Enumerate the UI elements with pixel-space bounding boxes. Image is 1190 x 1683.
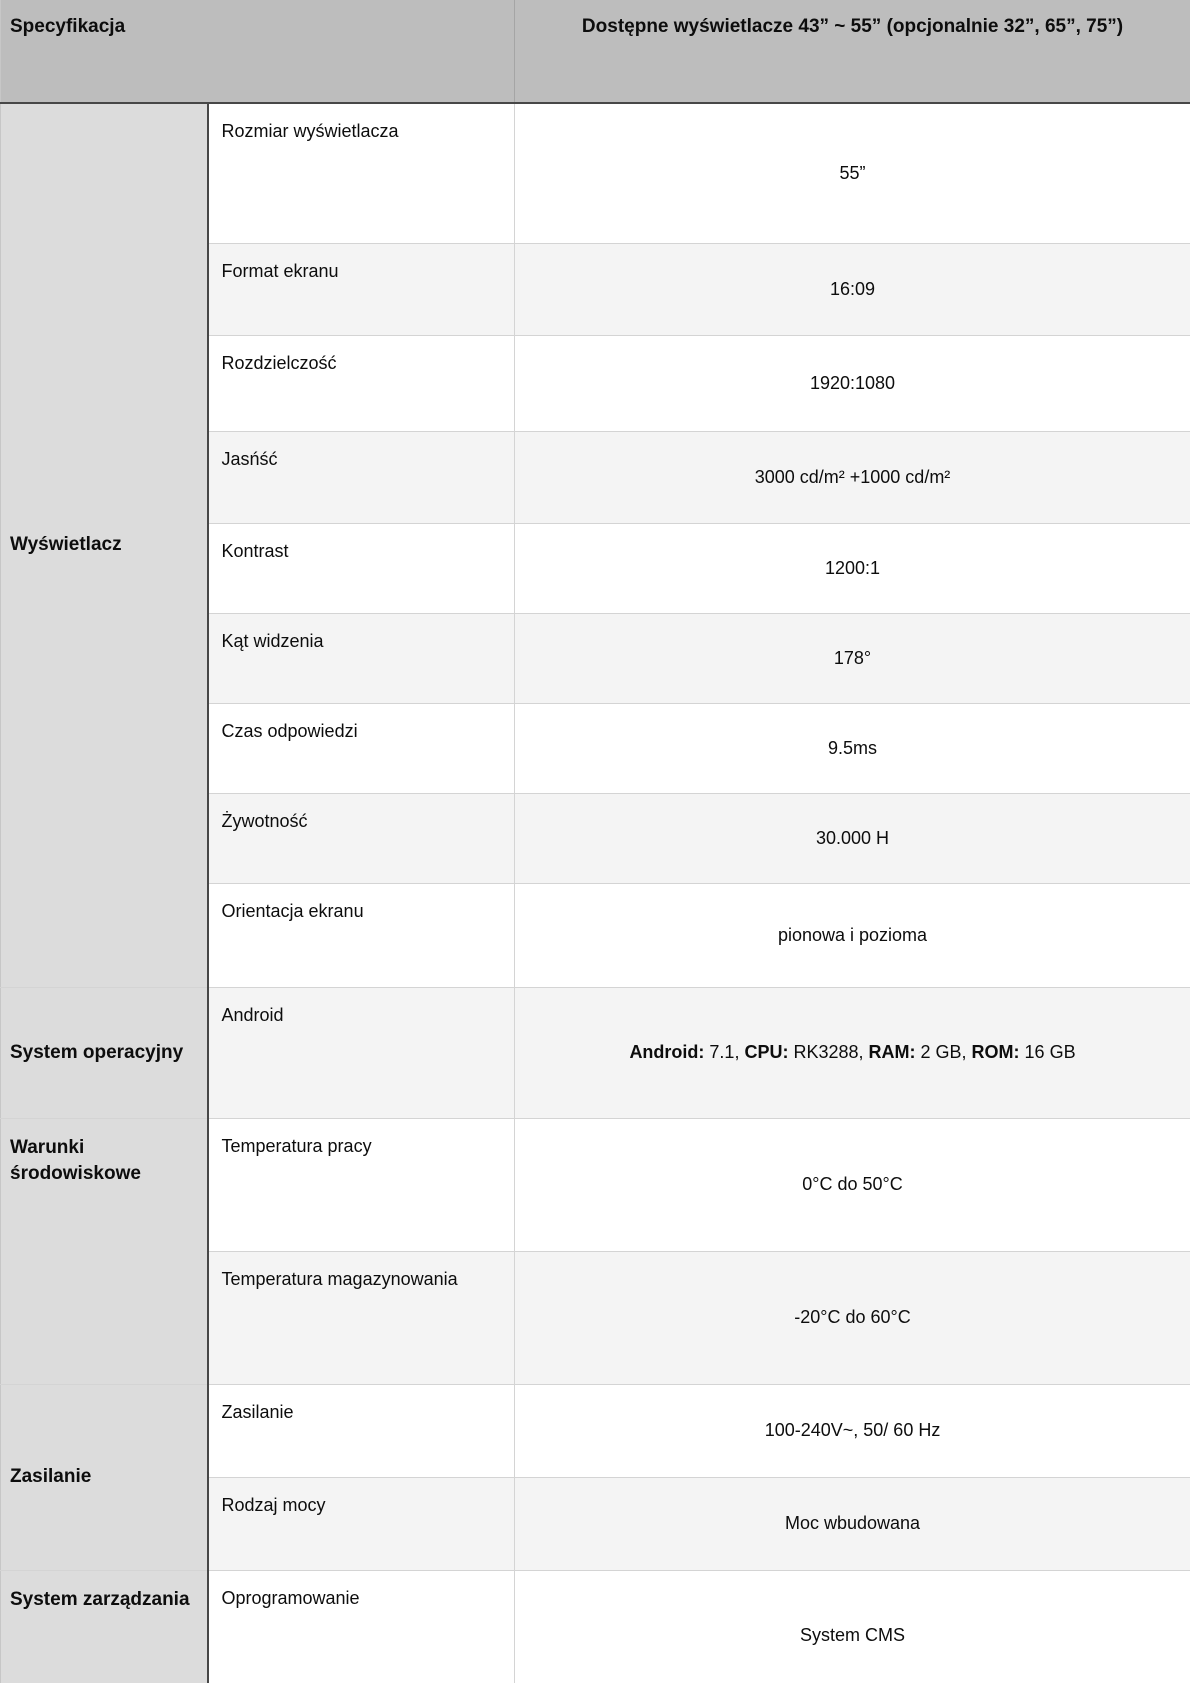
- spec-value-text: 7.1,: [704, 1042, 745, 1062]
- group-cell: Warunki środowiskowe: [1, 1118, 208, 1384]
- spec-value: 178°: [515, 613, 1190, 703]
- spec-value: [515, 987, 1190, 1118]
- header-available-displays-title: Dostępne wyświetlacze 43” ~ 55” (opcjonalnie 32”, 65”, 75”): [515, 0, 1190, 103]
- spec-row: [1, 987, 1190, 1118]
- spec-value: pionowa i pozioma: [515, 883, 1190, 987]
- spec-value: System CMS: [515, 1570, 1190, 1683]
- spec-label: Zasilanie: [221, 1401, 294, 1422]
- spec-label: Żywotność: [221, 810, 308, 831]
- spec-value-key: ROM:: [971, 1042, 1020, 1062]
- spec-value: -20°C do 60°C: [515, 1251, 1190, 1384]
- spec-value-key: RAM:: [868, 1042, 916, 1062]
- spec-label: Temperatura pracy: [221, 1135, 372, 1156]
- spec-label: Kąt widzenia: [221, 630, 324, 651]
- spec-label: Orientacja ekranu: [221, 900, 364, 921]
- spec-value-text: 16 GB: [1019, 1042, 1076, 1062]
- spec-value: 0°C do 50°C: [515, 1118, 1190, 1251]
- spec-value-key: Android:: [629, 1042, 705, 1062]
- spec-label: Kontrast: [221, 540, 289, 561]
- spec-value-text: RK3288,: [788, 1042, 869, 1062]
- header-specification-title: Specyfikacja: [1, 0, 515, 103]
- spec-label: Rodzaj mocy: [221, 1494, 326, 1515]
- spec-value: 30.000 H: [515, 793, 1190, 883]
- spec-label: Android: [221, 1004, 284, 1025]
- spec-value: 100-240V~, 50/ 60 Hz: [515, 1384, 1190, 1477]
- spec-value: 3000 cd/m² +1000 cd/m²: [515, 431, 1190, 523]
- spec-label: Temperatura magazynowania: [221, 1268, 458, 1289]
- group-cell: Zasilanie: [1, 1384, 208, 1570]
- spec-value: 1200:1: [515, 523, 1190, 613]
- spec-label: Rozdzielczość: [221, 352, 337, 373]
- spec-row: [1, 1118, 1190, 1251]
- spec-value: 1920:1080: [515, 335, 1190, 431]
- spec-value: Moc wbudowana: [515, 1477, 1190, 1570]
- spec-label: Rozmiar wyświetlacza: [221, 121, 399, 141]
- group-cell: System zarządzania: [1, 1570, 208, 1683]
- spec-row: [1, 103, 1190, 243]
- spec-row: [1, 1570, 1190, 1683]
- spec-row: [1, 1384, 1190, 1477]
- spec-value: 9.5ms: [515, 703, 1190, 793]
- table-body: [1, 103, 1190, 1683]
- spec-value: 16:09: [515, 243, 1190, 335]
- spec-label: Czas odpowiedzi: [221, 720, 358, 741]
- spec-value-text: 2 GB,: [915, 1042, 972, 1062]
- spec-label: Oprogramowanie: [221, 1587, 360, 1608]
- group-cell: System operacyjny: [1, 987, 208, 1118]
- spec-value-key: CPU:: [744, 1042, 789, 1062]
- spec-value: 55”: [515, 103, 1190, 243]
- spec-label: Jasńść: [221, 448, 278, 469]
- spec-label: Format ekranu: [221, 260, 339, 281]
- table-header-row: [1, 0, 1190, 103]
- group-cell: Wyświetlacz: [1, 103, 208, 987]
